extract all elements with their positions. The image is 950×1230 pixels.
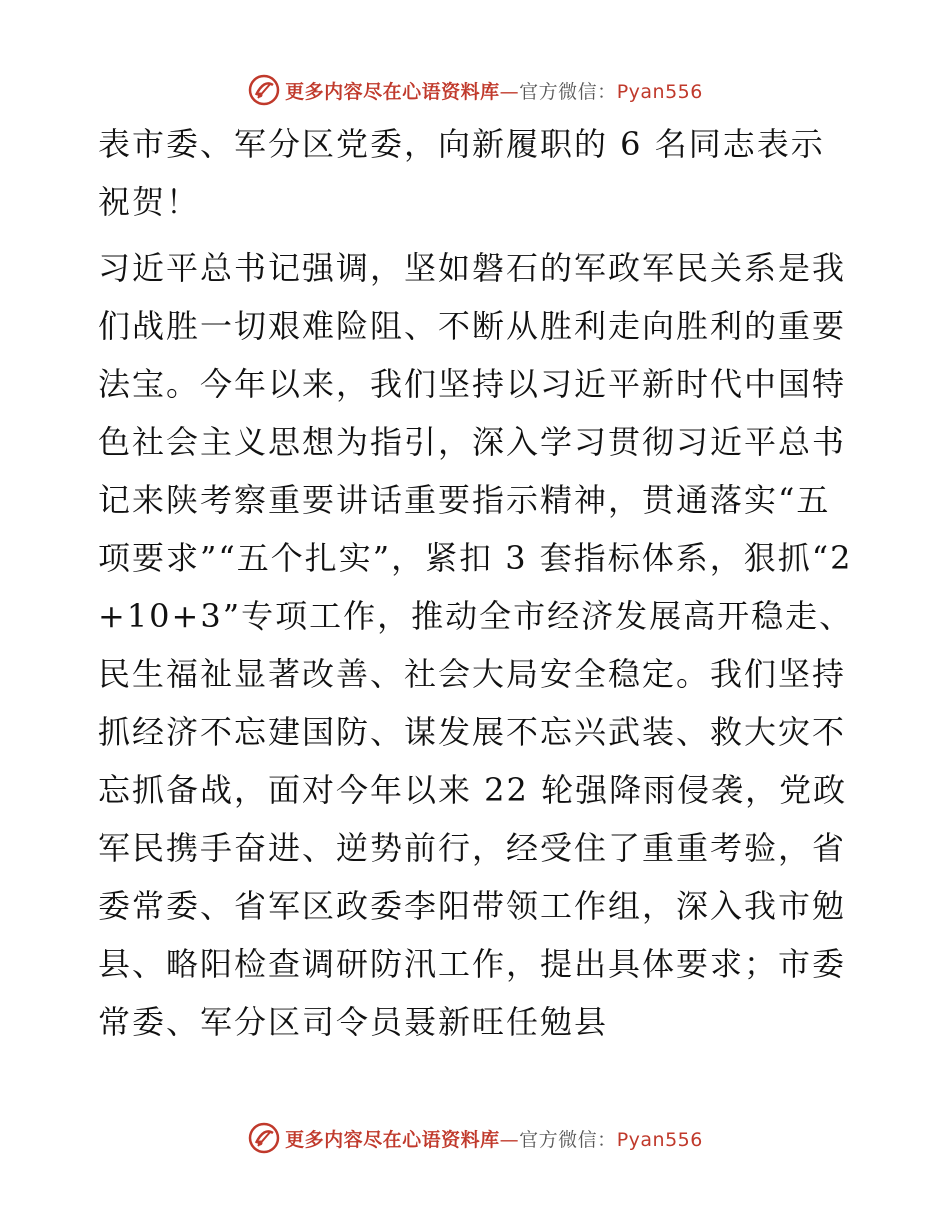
watermark-site-name: 更多内容尽在心语资料库 bbox=[285, 80, 500, 103]
watermark-text bbox=[285, 1125, 703, 1152]
watermark-wechat-id: Pyan556 bbox=[616, 80, 703, 103]
paragraph: 表市委、军分区党委，向新履职的 6 名同志表示祝贺！ bbox=[98, 125, 825, 221]
header-watermark bbox=[0, 72, 950, 108]
seal-logo-icon bbox=[247, 73, 281, 107]
seal-logo-icon bbox=[247, 1121, 281, 1155]
footer-watermark bbox=[0, 1120, 950, 1156]
watermark-separator: — bbox=[499, 80, 520, 103]
watermark-wechat-id: Pyan556 bbox=[616, 1128, 703, 1151]
paragraph: 习近平总书记强调，坚如磐石的军政军民关系是我们战胜一切艰难险阻、不断从胜利走向胜利的重要法宝。今年以来，我们坚持以习近平新时代中国特色社会主义思想为指引，深入学习贯彻习近平总书记来陕考察重要讲话重要指示精神，贯通落实“五项要求”“五个扎实”，紧扣 3 套指标体系，狠抓“2+10+3”专项工作，推动全市经济发展高开稳走、民生福祉显著改善、社会大局安全稳定。我们坚持抓经济不忘建国防、谋发展不忘兴武装、救大灾不忘抓备战，面对今年以来 22 轮强降雨侵袭，党政军民携手奋进、逆势前行，经受住了重重考验，省委常委、省军区政委李阳带领工作组，深入我市勉县、略阳检查调研防汛工作，提出具体要求；市委常委、军分区司令员聂新旺任勉县 bbox=[98, 249, 854, 1041]
watermark-text bbox=[285, 77, 703, 104]
watermark-site-name: 更多内容尽在心语资料库 bbox=[285, 1128, 500, 1151]
watermark-label: 官方微信： bbox=[519, 1128, 617, 1151]
watermark-label: 官方微信： bbox=[519, 80, 617, 103]
watermark-separator: — bbox=[499, 1128, 520, 1151]
document-body bbox=[98, 115, 858, 1051]
